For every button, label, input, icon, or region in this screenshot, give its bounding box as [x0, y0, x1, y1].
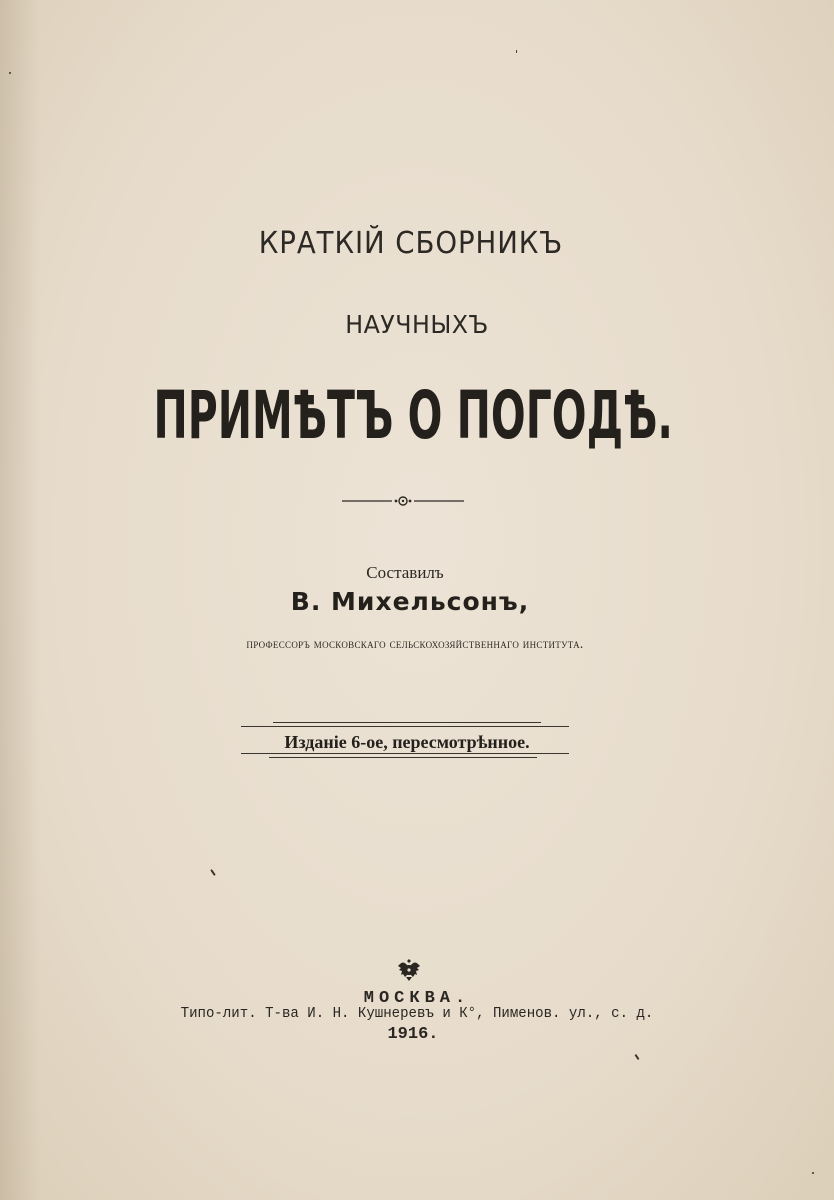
author-name: В. Михельсонъ, [290, 587, 530, 616]
imprint-year: 1916. [387, 1025, 439, 1044]
author-affiliation: профессоръ московскаго сельскохозяйственнаго института. [246, 636, 584, 651]
title-line-1: КРАТКІЙ СБОРНИКЪ [258, 226, 564, 261]
edition-label: Изданіе 6-ое, пересмотрѣнное. [284, 732, 530, 752]
paper-speck [812, 1172, 814, 1174]
title-line-2: НАУЧНЫХЪ [345, 310, 489, 339]
double-headed-eagle-icon [396, 956, 422, 982]
paper-speck [210, 869, 216, 876]
compiled-by-label: Составилъ [366, 563, 444, 582]
paper-speck [9, 72, 11, 74]
imprint-city: МОСКВА. [363, 989, 471, 1008]
divider-ornament-icon [342, 493, 464, 509]
title-main: ПРИМѢТЪ О ПОГОДѢ. [153, 377, 673, 454]
imprint-printer: Типо-лит. Т-ва И. Н. Кушнеревъ и К°, Пименов. ул., с. д. [180, 1006, 654, 1022]
paper-speck [634, 1054, 639, 1060]
paper-speck [516, 50, 517, 53]
